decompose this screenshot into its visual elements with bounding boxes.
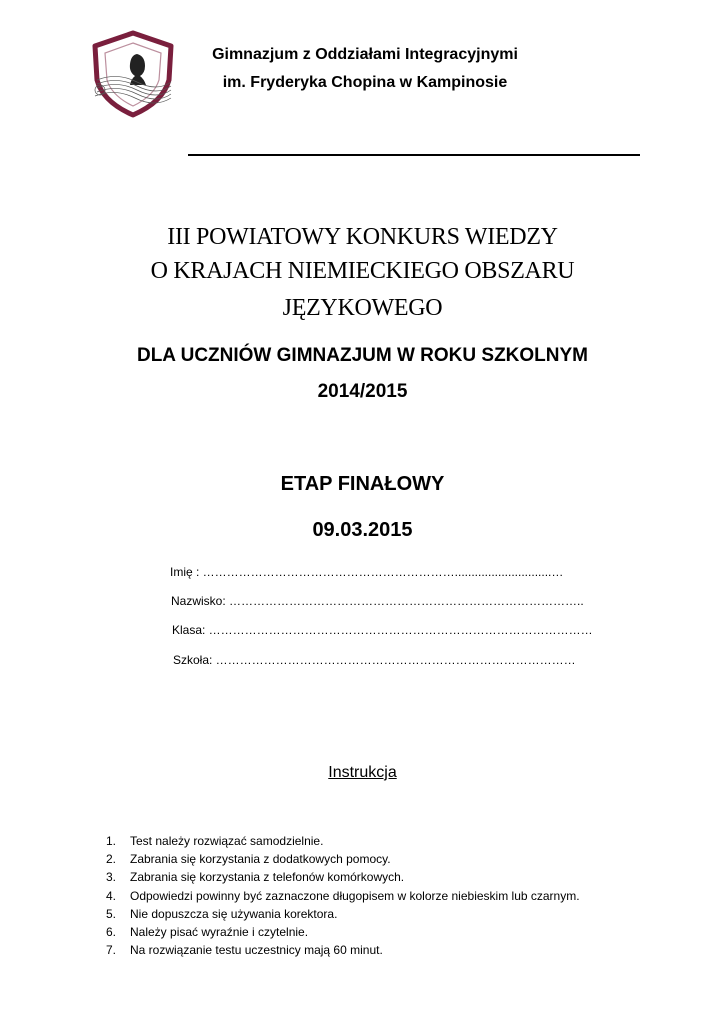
list-item-text: Zabrania się korzystania z dodatkowych pomocy.	[130, 852, 391, 867]
instructions-heading-text: Instrukcja	[328, 764, 397, 781]
list-item-number: 5.	[106, 906, 117, 921]
list-item-number: 2.	[106, 852, 117, 867]
list-item-text: Test należy rozwiązać samodzielnie.	[130, 834, 324, 848]
school-name-line1: Gimnazjum z Oddziałami Integracyjnymi	[212, 46, 518, 63]
list-item-number: 6.	[106, 924, 117, 939]
list-item-text: Nie dopuszcza się używania korektora.	[130, 906, 338, 921]
header-divider	[188, 154, 640, 156]
first-name-field[interactable]: Imię : ……………………………………………………….............................…	[170, 565, 564, 579]
school-field[interactable]: Szkoła: ………………………………………………………………………………	[173, 653, 576, 667]
contest-subtitle-line1: DLA UCZNIÓW GIMNAZJUM W ROKU SZKOLNYM	[136, 345, 589, 366]
list-item	[106, 850, 580, 868]
instructions-list	[106, 832, 580, 959]
school-name-line2: im. Fryderyka Chopina w Kampinosie	[222, 74, 508, 91]
list-item	[106, 941, 580, 959]
list-item-number: 1.	[106, 834, 117, 848]
contest-title-line2: O KRAJACH NIEMIECKIEGO OBSZARU	[150, 258, 575, 284]
list-item	[106, 923, 580, 941]
surname-field[interactable]: Nazwisko: ……………………………………………………………………………..	[171, 594, 584, 608]
list-item	[106, 868, 580, 886]
list-item	[106, 905, 580, 923]
contest-title-line3: JĘZYKOWEGO	[282, 295, 443, 321]
list-item-text: Zabrania się korzystania z telefonów komórkowych.	[130, 870, 405, 885]
contest-title-line1: III POWIATOWY KONKURS WIEDZY	[167, 224, 558, 250]
stage-label: ETAP FINAŁOWY	[280, 473, 445, 495]
list-item-number: 4.	[106, 888, 117, 903]
list-item	[106, 887, 580, 905]
list-item-number: 7.	[106, 943, 117, 958]
list-item-text: Na rozwiązanie testu uczestnicy mają 60 minut.	[130, 943, 383, 958]
class-field[interactable]: Klasa: ……………………………………………………………………………………	[172, 623, 593, 637]
school-year: 2014/2015	[317, 381, 408, 402]
school-crest-logo	[91, 30, 175, 118]
instructions-heading	[260, 762, 465, 784]
list-item-number: 3.	[106, 870, 117, 885]
list-item	[106, 832, 580, 850]
stage-date: 09.03.2015	[312, 519, 413, 541]
list-item-text: Należy pisać wyraźnie i czytelnie.	[130, 924, 309, 939]
list-item-text: Odpowiedzi powinny być zaznaczone długopisem w kolorze niebieskim lub czarnym.	[130, 888, 580, 903]
